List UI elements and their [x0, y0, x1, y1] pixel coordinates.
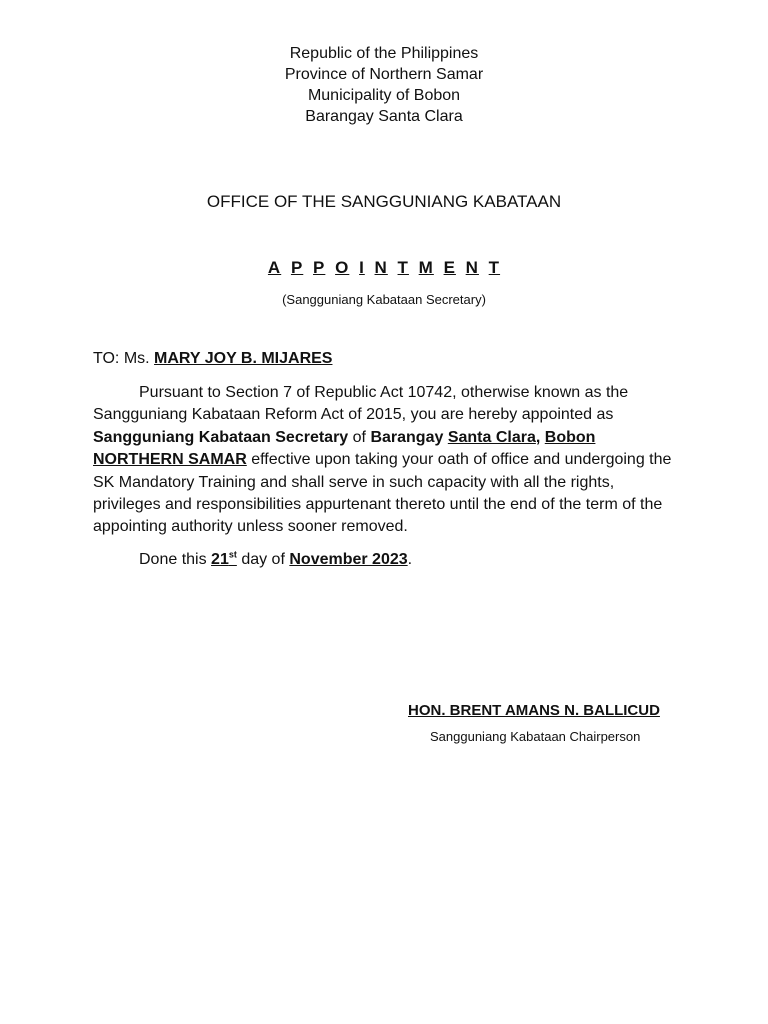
done-day-suffix: st — [228, 549, 237, 560]
addressee-prefix: TO: Ms. — [93, 350, 150, 367]
office-name: OFFICE OF THE SANGGUNIANG KABATAAN — [206, 192, 562, 211]
title-letter: I — [359, 258, 365, 277]
header-province: Province of Northern Samar — [284, 66, 484, 83]
title-letter: M — [418, 258, 434, 277]
done-end: . — [407, 550, 413, 568]
title-letter: N — [465, 258, 479, 277]
appointment-body — [93, 382, 675, 571]
done-paragraph — [93, 549, 675, 571]
title-letter: T — [397, 258, 409, 277]
document-subtitle: (Sangguniang Kabataan Secretary) — [282, 292, 486, 307]
body-of: of — [352, 428, 366, 446]
body-rest: effective upon taking your oath of office and undergoing the SK Mandatory Training and shall serve in such capacity with all the rights, privileges and responsibilities appurtenant thereto until the end of the term of the appointing authority unless sooner removed. — [93, 451, 672, 536]
done-day — [211, 551, 237, 568]
barangay-word: Barangay — [370, 428, 444, 446]
header-municipality: Municipality of Bobon — [307, 87, 461, 104]
addressee-line — [93, 350, 332, 368]
body-intro: Pursuant to Section 7 of Republic Act 10742, otherwise known as the Sangguniang Kabataan Reform Act of 2015, you are hereby appointed as — [93, 384, 629, 424]
signatory-title: Sangguniang Kabataan Chairperson — [430, 729, 641, 744]
title-letter: A — [267, 258, 282, 277]
municipality-name: Bobon NORTHERN SAMAR — [93, 428, 596, 469]
done-middle: day of — [241, 550, 285, 568]
body-paragraph — [93, 382, 675, 539]
title-letter: E — [443, 258, 456, 277]
header-barangay: Barangay Santa Clara — [305, 108, 463, 125]
document-title — [0, 258, 768, 278]
comma: , — [535, 428, 541, 446]
barangay-name: Santa Clara — [447, 428, 536, 446]
title-letter: O — [335, 258, 350, 277]
letterhead — [0, 43, 768, 127]
done-day-number: 21 — [211, 550, 229, 568]
done-month-year: November 2023 — [289, 550, 408, 568]
position-title: Sangguniang Kabataan Secretary — [93, 428, 349, 446]
addressee-name: MARY JOY B. MIJARES — [154, 350, 333, 367]
header-country: Republic of the Philippines — [289, 45, 479, 62]
done-prefix: Done this — [139, 550, 207, 568]
signatory-name: HON. BRENT AMANS N. BALLICUD — [408, 702, 660, 719]
title-letter: N — [374, 258, 388, 277]
title-letter: T — [488, 258, 501, 277]
title-letter: P — [290, 258, 304, 277]
title-letter: P — [313, 258, 326, 277]
